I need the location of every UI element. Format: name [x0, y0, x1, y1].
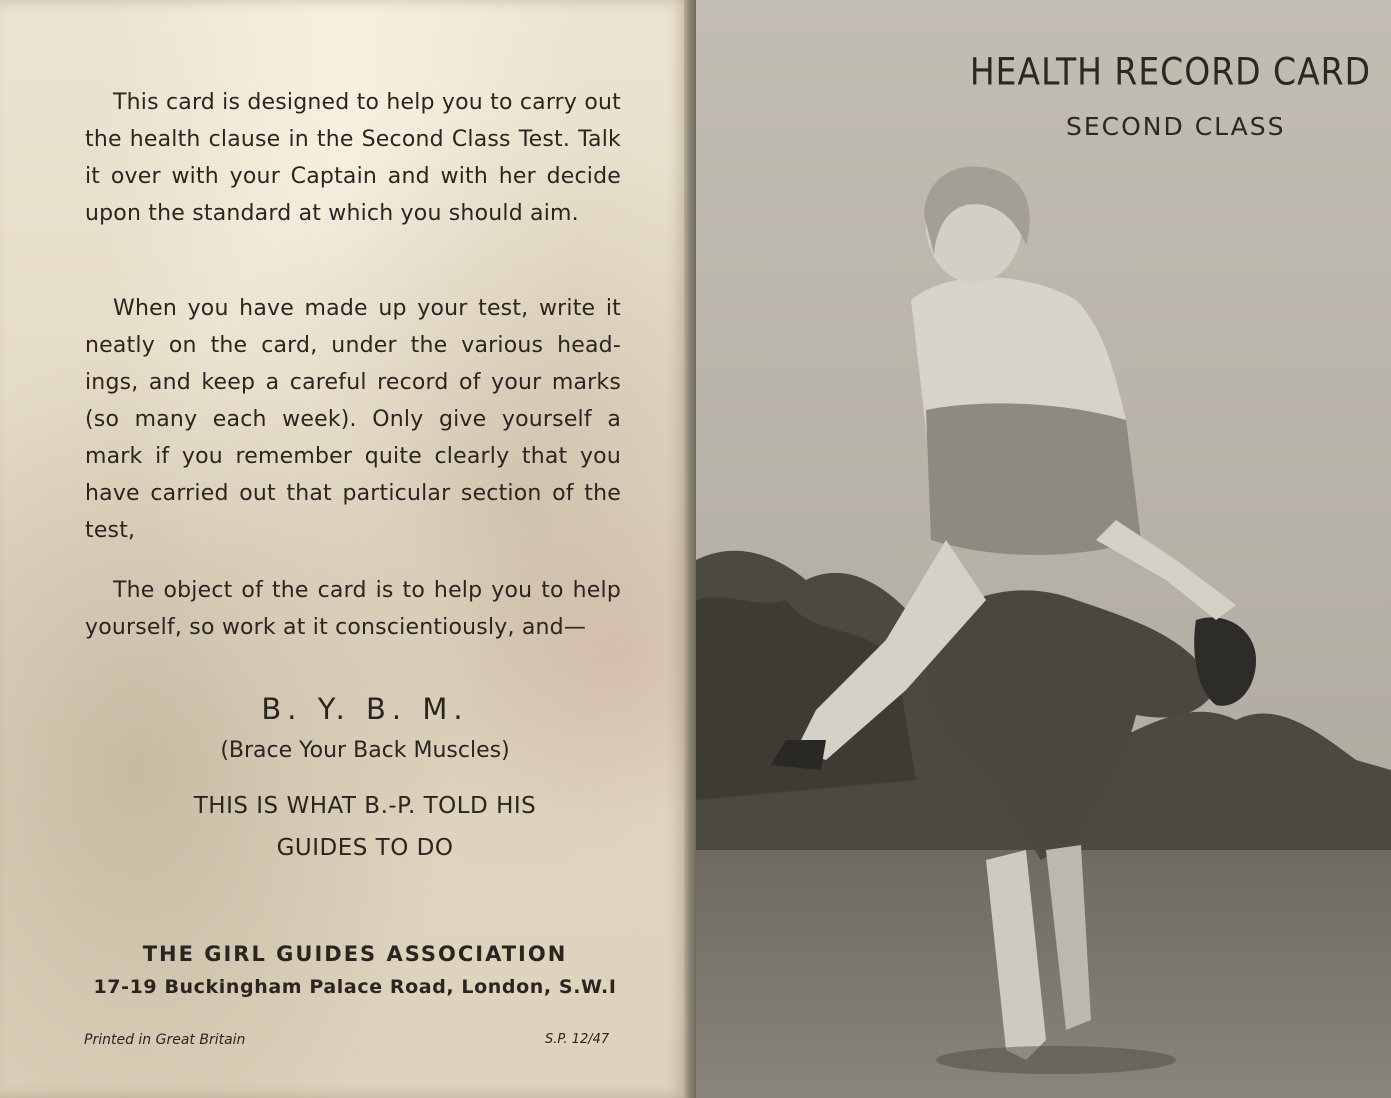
publisher-address: 17-19 Buckingham Palace Road, London, S.W.I [93, 976, 617, 998]
leapfrog-photo [696, 0, 1391, 1098]
motto-abbreviation: B. Y. B. M. [261, 692, 469, 726]
publisher-name: THE GIRL GUIDES ASSOCIATION [142, 942, 568, 966]
instructions-paragraph: When you have made up your test, write it neatly on the card, under the various head-ings, and keep a careful record of your marks (so many each week). Only give yourself a mark if you remember quite clearly that you have carried out that particular section of the test, [85, 296, 621, 543]
card-subtitle: SECOND CLASS [1066, 112, 1286, 141]
motto-expansion: (Brace Your Back Muscles) [220, 738, 510, 763]
card-fold [684, 0, 696, 1098]
bp-quote-line-1: THIS IS WHAT B.-P. TOLD HIS [193, 793, 537, 819]
card-title: HEALTH RECORD CARD [969, 49, 1371, 94]
bp-quote-line-2: GUIDES TO DO [276, 835, 454, 861]
front-cover-page [696, 0, 1391, 1098]
intro-paragraph: This card is designed to help you to carry out the health clause in the Second Class Test. Talk it over with your Captain and with her decide upon the standard at which you should aim. [85, 90, 621, 226]
inside-cover-page [0, 0, 688, 1098]
object-paragraph: The object of the card is to help you to help yourself, so work at it conscientiously, and— [85, 578, 621, 640]
printed-in-note: Printed in Great Britain [84, 1032, 246, 1048]
print-code: S.P. 12/47 [545, 1032, 610, 1047]
